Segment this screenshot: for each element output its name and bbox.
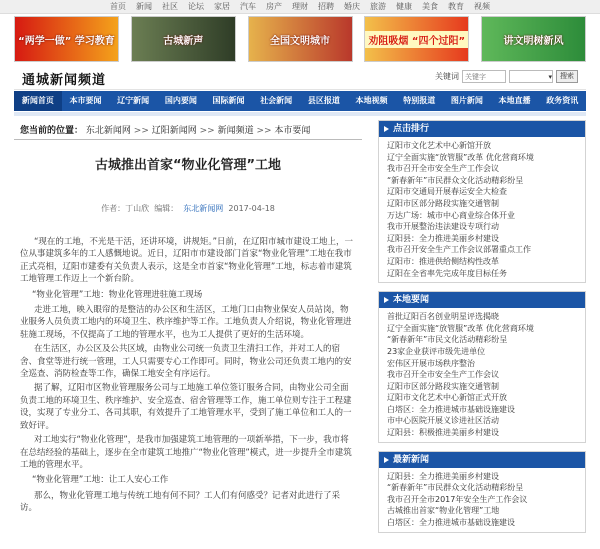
top-link[interactable]: 招聘 [318, 1, 334, 11]
latest-news-box [378, 451, 586, 533]
divider [14, 139, 362, 140]
site-logo[interactable]: 通城新闻频道 [22, 73, 107, 88]
search-button[interactable]: 搜索 [556, 70, 578, 83]
top-link[interactable]: 社区 [162, 1, 178, 11]
banner-text: 讲文明树新风 [503, 35, 564, 47]
nav-item[interactable]: 县区报道 [307, 96, 340, 105]
breadcrumb-item[interactable]: 新闻频道 [217, 126, 254, 136]
chevron-down-icon: ▾ [548, 72, 552, 81]
search-label: 关键词 [435, 72, 459, 81]
list-item[interactable]: 白塔区：全力推进城市基础设施建设 [387, 518, 515, 528]
header [14, 64, 586, 90]
top-link[interactable]: 论坛 [188, 1, 204, 11]
banner-no-smoking[interactable] [364, 16, 469, 62]
paragraph: “现在的工地，不光是干活，还讲环境，讲规矩。”日前，在辽阳市城市建设工地上，一位从事建筑多年的工人感慨地说。近日，辽阳市市建设部门首家“物业化管理”工地在我市正式亮相，辽阳市建委有关负责人表示，这是全市首家“物业化管理”工地，标志着市建筑工地管理工作迈上一个新台阶。 [20, 237, 354, 285]
author-label: 作者： [101, 204, 126, 213]
breadcrumb-separator: >> [130, 126, 152, 136]
list-item[interactable]: 我市召开全市安全生产工作会议 [387, 370, 499, 380]
list-item[interactable]: 白塔区：全力推进城市基础设施建设 [387, 404, 515, 414]
list-item[interactable]: 首批辽阳百名创业明星评选揭晓 [387, 312, 499, 322]
breadcrumb-item[interactable]: 东北新闻网 [85, 126, 131, 136]
banner-text: “两学一做” 学习教育 [18, 35, 115, 47]
box-title: 最新新闻 [379, 452, 585, 468]
breadcrumb-prefix: 您当前的位置 [20, 126, 75, 136]
nav-item[interactable]: 本市要闻 [69, 96, 102, 105]
nav-item[interactable]: 特别报道 [403, 96, 436, 105]
list-item[interactable]: 宏伟区开展市场秩序整治 [387, 358, 475, 368]
list-item[interactable]: 辽阳市：推进供给侧结构性改革 [387, 256, 499, 266]
list-item[interactable]: 万达广场：城市中心商业综合体开业 [387, 210, 515, 220]
list-item[interactable]: 我市召开全市安全生产工作会议 [387, 164, 499, 174]
top-link[interactable]: 健康 [396, 1, 412, 11]
nav-item[interactable]: 本地直播 [498, 96, 531, 105]
source[interactable]: 东北新闻网 [183, 204, 224, 213]
list-item[interactable]: 辽阳县：积极推进美丽乡村建设 [387, 428, 499, 438]
nav-item[interactable]: 本地视频 [355, 96, 388, 105]
news-list [379, 308, 585, 442]
subheading: “物业化管理”工地：物业化管理进驻施工现场 [32, 289, 203, 300]
article-title: 古城推出首家“物业化管理”工地 [94, 158, 282, 173]
local-news-box [378, 291, 586, 443]
list-item[interactable]: 辽阳市文化艺术中心新馆开放 [387, 141, 491, 150]
main-nav [14, 91, 586, 111]
top-link[interactable]: 教育 [448, 1, 464, 11]
subheading: “物业化管理”工地：让工人安心工作 [32, 475, 169, 486]
author: 丁山欣 [125, 204, 150, 213]
hot-news-box [378, 120, 586, 283]
banner-text: 全国文明城市 [270, 35, 330, 47]
paragraph: 据了解，辽阳市区物业管理服务公司与工地施工单位签订服务合同，由物业公司全面负责工地的环境卫生、秩序维护、安全巡查、宿舍管理等工作，施工单位则专注于工程建设，实现了专业分工、各司其职，有效提升了工地管理水平，受到了施工单位和工人的一致好评。 [20, 383, 352, 431]
breadcrumb-item[interactable]: 辽阳新闻网 [151, 126, 197, 136]
list-item[interactable]: “新春新年”市民群众文化活动精彩纷呈 [387, 175, 524, 185]
list-item[interactable]: 市中心医院开展义诊进社区活动 [387, 416, 499, 426]
search-category-select[interactable] [509, 70, 553, 83]
top-links-bar [0, 0, 600, 14]
top-link[interactable]: 视频 [474, 1, 490, 11]
nav-underline [14, 112, 586, 116]
nav-item[interactable]: 政务资讯 [546, 96, 579, 105]
banner-row [14, 16, 586, 62]
article-meta [14, 203, 362, 214]
breadcrumb-colon: ： [74, 126, 84, 136]
top-link[interactable]: 旅游 [370, 1, 386, 11]
breadcrumb-separator: >> [196, 126, 218, 136]
list-item[interactable]: 我市开展整治违法建设专项行动 [387, 222, 499, 232]
list-item[interactable]: 辽阳市文化艺术中心新馆正式开放 [387, 393, 507, 403]
top-link[interactable]: 理财 [292, 1, 308, 11]
top-link[interactable]: 新闻 [136, 1, 152, 11]
list-item[interactable]: 辽宁全面实施“放管服”改革 优化营商环境 [387, 323, 534, 333]
list-item[interactable]: 23家企业获评市级先进单位 [387, 346, 486, 356]
nav-item[interactable]: 辽宁新闻 [117, 96, 150, 105]
publish-date: 2017-04-18 [228, 204, 275, 213]
list-item[interactable]: 辽阳市交通局开展春运安全大检查 [387, 187, 507, 197]
search-input[interactable] [462, 70, 506, 83]
list-item[interactable]: 我市召开全市2017年安全生产工作会议 [387, 494, 528, 504]
banner-text: 劝阻吸烟 “四个过阳” [365, 31, 468, 48]
top-link[interactable]: 房产 [266, 1, 282, 11]
list-item[interactable]: 辽宁全面实施“放管服”改革 优化营商环境 [387, 152, 534, 162]
breadcrumb [20, 123, 360, 136]
search-area [435, 70, 578, 83]
box-title: 本地要闻 [379, 292, 585, 308]
top-link[interactable]: 汽车 [240, 1, 256, 11]
list-item[interactable]: 辽阳市区部分路段实施交通管制 [387, 381, 499, 391]
list-item[interactable]: 我市召开安全生产工作会议部署重点工作 [387, 245, 531, 255]
article-body [20, 236, 356, 517]
list-item[interactable]: 古城推出首家“物业化管理”工地 [387, 506, 500, 516]
paragraph: 在生活区，办公区及公共区域，由物业公司统一负责卫生清扫工作，并对工人的宿舍、食堂等进行统一管理，工人只需要专心工作即可。同时，物业公司还负责工地内的安全巡查、消防检查等工作，确保工地安全有序运行。 [20, 344, 352, 380]
banner-ancient-city[interactable] [131, 16, 236, 62]
nav-item[interactable]: 图片新闻 [450, 96, 483, 105]
news-list [379, 137, 585, 282]
editor-label: 编辑： [154, 204, 179, 213]
top-link[interactable]: 美食 [422, 1, 438, 11]
news-list [379, 468, 585, 532]
nav-item[interactable]: 国际新闻 [212, 96, 245, 105]
banner-civility[interactable] [481, 16, 586, 62]
paragraph: 走进工地，映入眼帘的是整洁的办公区和生活区，工地门口由物业保安人员站岗，物业服务人员负责工地内的环境卫生、秩序维护等工作。工地负责人介绍说，物业化管理进驻施工现场，不仅提高了工地的管理水平，也为工人提供了更好的生活环境。 [20, 305, 352, 340]
box-title: 点击排行 [379, 121, 585, 137]
top-link[interactable]: 家居 [214, 1, 230, 11]
banner-study-campaign[interactable] [14, 16, 119, 62]
breadcrumb-item[interactable]: 本市要闻 [274, 126, 311, 136]
top-link[interactable]: 婚庆 [344, 1, 360, 11]
list-item[interactable]: 辽阳县：全力推进美丽乡村建设 [387, 233, 499, 243]
nav-item[interactable]: 国内要闻 [164, 96, 197, 105]
list-item[interactable]: “新春新年”市民文化活动精彩纷呈 [387, 335, 508, 345]
list-item[interactable]: 辽阳县：全力推进美丽乡村建设 [387, 471, 499, 481]
breadcrumb-separator: >> [253, 126, 275, 136]
list-item[interactable]: 辽阳在全省率先完成年度目标任务 [387, 268, 507, 278]
banner-civilized-city[interactable] [248, 16, 353, 62]
paragraph: 那么，物业化管理工地与传统工地有何不同？工人们有何感受？记者对此进行了采访。 [20, 490, 341, 514]
list-item[interactable]: 辽阳市区部分路段实施交通管制 [387, 198, 499, 208]
sidebar [378, 120, 586, 541]
nav-item[interactable]: 新闻首页 [14, 91, 62, 111]
top-link[interactable]: 首页 [110, 1, 126, 11]
banner-text: 古城新声 [163, 35, 204, 47]
paragraph: 对工地实行“物业化管理”，是我市加强建筑工地管理的一项新举措，下一步，我市将在总结经验的基础上，逐步在全市建筑工地推广“物业化管理”模式，进一步提升全市建筑工地的管理水平。 [20, 435, 352, 470]
list-item[interactable]: “新春新年”市民群众文化活动精彩纷呈 [387, 483, 524, 493]
nav-item[interactable]: 社会新闻 [260, 96, 293, 105]
